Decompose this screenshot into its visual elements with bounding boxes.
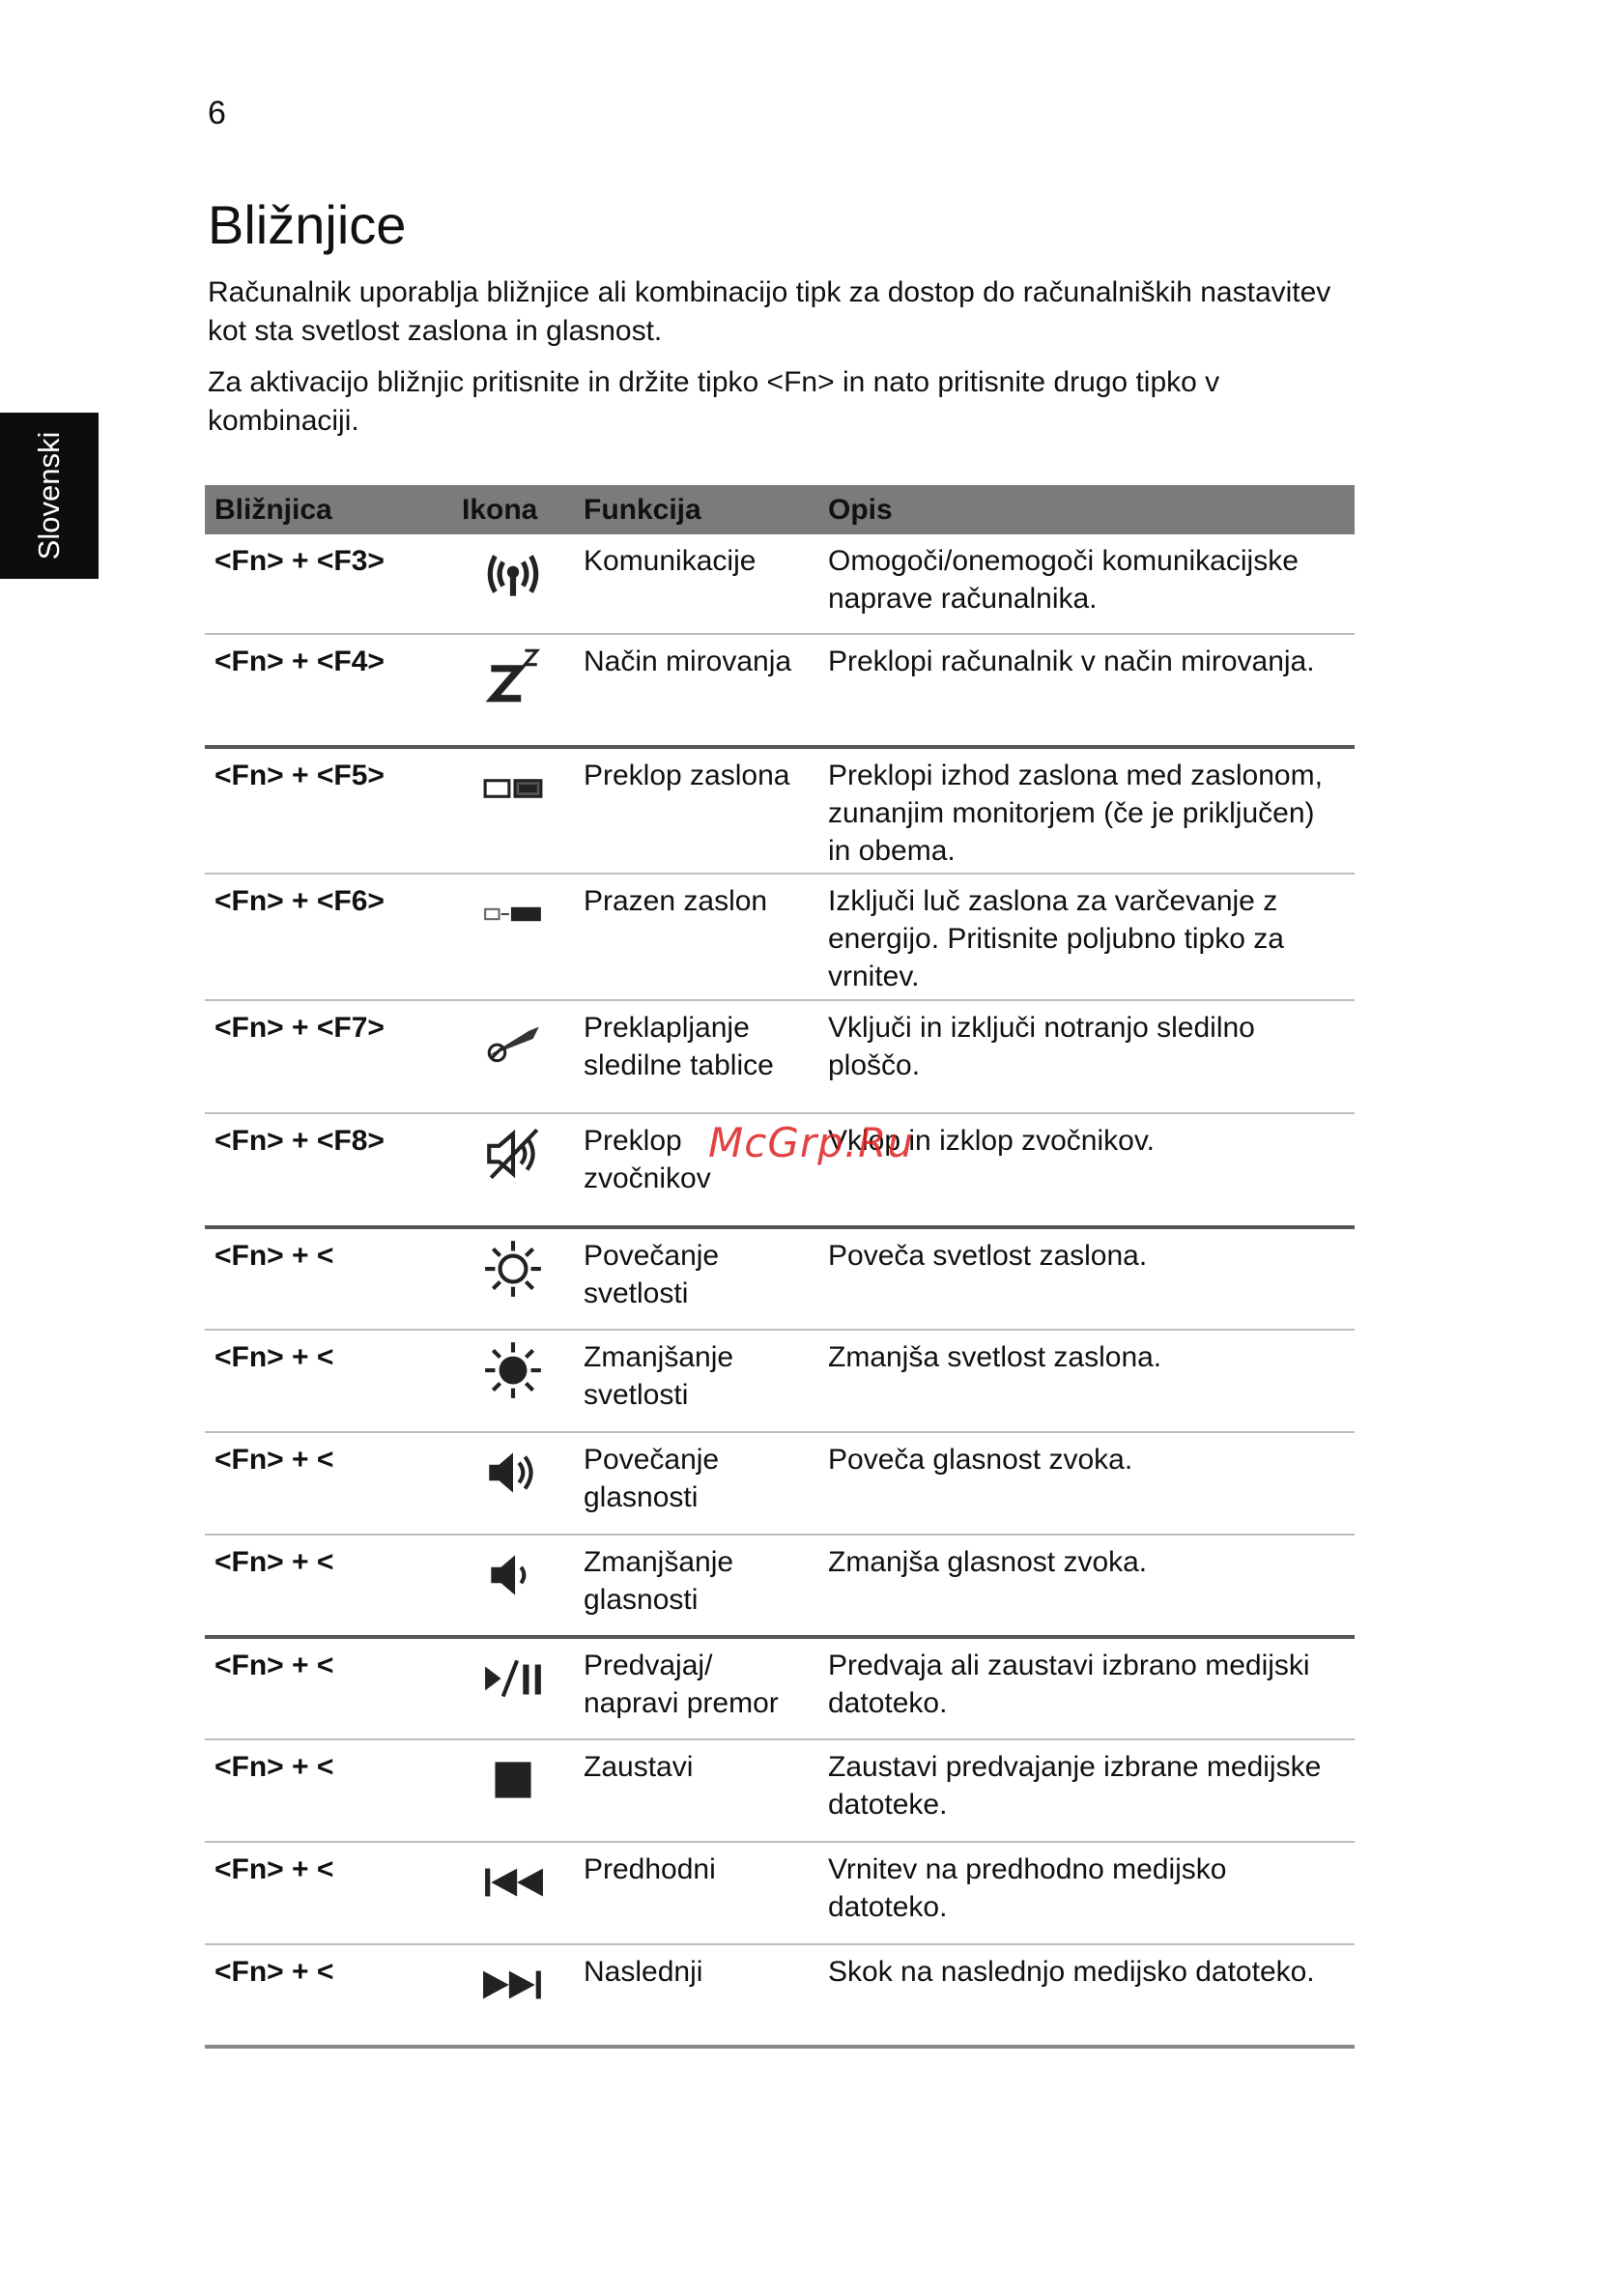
function-description: Zmanjša svetlost zaslona. bbox=[828, 1341, 1162, 1373]
function-description: Preklopi računalnik v način mirovanja. bbox=[828, 646, 1315, 677]
function-name: Zmanjšanje glasnosti bbox=[584, 1546, 734, 1616]
shortcut-table bbox=[205, 485, 1355, 2049]
sleep-zz-icon bbox=[481, 643, 545, 706]
function-description: Preklopi izhod zaslona med zaslonom, zunanjim monitorjem (če je priključen) in obema. bbox=[828, 760, 1323, 867]
table-row bbox=[205, 1432, 1355, 1535]
language-side-tab-label: Slovenski bbox=[32, 431, 66, 560]
function-name: Predvajaj/ napravi premor bbox=[584, 1650, 779, 1719]
header-shortcut: Bližnjica bbox=[205, 485, 452, 534]
brightness-up-icon bbox=[481, 1237, 545, 1301]
function-description: Zmanjša glasnost zvoka. bbox=[828, 1546, 1148, 1578]
function-name: Način mirovanja bbox=[584, 646, 792, 677]
page-title: Bližnjice bbox=[208, 194, 407, 255]
brightness-down-icon bbox=[481, 1338, 545, 1402]
play-pause-icon bbox=[481, 1647, 545, 1710]
previous-track-icon bbox=[481, 1851, 545, 1914]
shortcut-key: <Fn> + <F4> bbox=[214, 646, 385, 677]
shortcut-key: <Fn> + < bbox=[214, 1956, 334, 1988]
table-row bbox=[205, 1637, 1355, 1739]
function-name: Prazen zaslon bbox=[584, 885, 768, 917]
shortcut-key: <Fn> + < bbox=[214, 1546, 334, 1578]
intro-paragraph-1: Računalnik uporablja bližnjice ali kombinacijo tipk za dostop do računalniških nastavitev kot sta svetlost zaslona in glasnost. bbox=[208, 276, 1331, 347]
next-track-icon bbox=[481, 1953, 545, 2017]
intro-paragraph-2: Za aktivacijo bližnjic pritisnite in držite tipko <Fn> in nato pritisnite drugo tipko v kombinaciji. bbox=[208, 366, 1220, 437]
header-description: Opis bbox=[818, 485, 1355, 534]
volume-up-icon bbox=[481, 1441, 545, 1505]
shortcut-key: <Fn> + < bbox=[214, 1853, 334, 1885]
volume-down-icon bbox=[481, 1543, 545, 1607]
table-row bbox=[205, 534, 1355, 634]
function-description: Vklop in izklop zvočnikov. bbox=[828, 1125, 1155, 1157]
function-name: Preklop zvočnikov bbox=[584, 1125, 711, 1194]
function-name: Naslednji bbox=[584, 1956, 703, 1988]
function-name: Zaustavi bbox=[584, 1751, 694, 1783]
function-description: Vrnitev na predhodno medijsko datoteko. bbox=[828, 1853, 1227, 1923]
table-header-row bbox=[205, 485, 1355, 534]
header-function: Funkcija bbox=[574, 485, 818, 534]
function-name: Predhodni bbox=[584, 1853, 716, 1885]
table-row bbox=[205, 874, 1355, 1000]
shortcut-key: <Fn> + <F8> bbox=[214, 1125, 385, 1157]
header-icon: Ikona bbox=[452, 485, 574, 534]
table-row bbox=[205, 1842, 1355, 1944]
table-row bbox=[205, 1000, 1355, 1113]
wireless-communication-icon bbox=[481, 542, 545, 606]
table-row bbox=[205, 1227, 1355, 1330]
shortcut-key: <Fn> + <F5> bbox=[214, 760, 385, 791]
shortcut-key: <Fn> + <F7> bbox=[214, 1012, 385, 1044]
shortcut-key: <Fn> + < bbox=[214, 1751, 334, 1783]
table-row bbox=[205, 1330, 1355, 1432]
touchpad-toggle-icon bbox=[481, 1009, 545, 1073]
table-row bbox=[205, 634, 1355, 747]
function-description: Poveča svetlost zaslona. bbox=[828, 1240, 1148, 1272]
function-description: Zaustavi predvajanje izbrane medijske datoteke. bbox=[828, 1751, 1322, 1821]
shortcut-key: <Fn> + < bbox=[214, 1444, 334, 1476]
shortcut-key: <Fn> + <F3> bbox=[214, 545, 385, 577]
shortcut-key: <Fn> + < bbox=[214, 1240, 334, 1272]
function-description: Vključi in izključi notranjo sledilno ploščo. bbox=[828, 1012, 1255, 1081]
function-name: Povečanje glasnosti bbox=[584, 1444, 720, 1513]
function-name: Preklop zaslona bbox=[584, 760, 790, 791]
table-row bbox=[205, 1944, 1355, 2047]
function-description: Omogoči/onemogoči komunikacijske naprave računalnika. bbox=[828, 545, 1299, 615]
stop-icon bbox=[481, 1748, 545, 1812]
function-name: Zmanjšanje svetlosti bbox=[584, 1341, 734, 1411]
function-name: Preklapljanje sledilne tablice bbox=[584, 1012, 774, 1081]
language-side-tab bbox=[0, 413, 99, 579]
shortcut-key: <Fn> + < bbox=[214, 1650, 334, 1681]
function-description: Predvaja ali zaustavi izbrano medijski datoteko. bbox=[828, 1650, 1310, 1719]
function-name: Komunikacije bbox=[584, 545, 757, 577]
speaker-mute-icon bbox=[481, 1122, 545, 1186]
watermark: McGrp.Ru bbox=[708, 1119, 914, 1166]
shortcut-key: <Fn> + <F6> bbox=[214, 885, 385, 917]
function-description: Izključi luč zaslona za varčevanje z energijo. Pritisnite poljubno tipko za vrnitev. bbox=[828, 885, 1284, 992]
function-description: Poveča glasnost zvoka. bbox=[828, 1444, 1133, 1476]
screen-blank-icon bbox=[481, 882, 545, 946]
display-toggle-icon bbox=[481, 757, 545, 820]
function-description: Skok na naslednjo medijsko datoteko. bbox=[828, 1956, 1315, 1988]
table-row bbox=[205, 1739, 1355, 1842]
shortcut-key: <Fn> + < bbox=[214, 1341, 334, 1373]
table-row bbox=[205, 1535, 1355, 1637]
table-row bbox=[205, 747, 1355, 874]
function-name: Povečanje svetlosti bbox=[584, 1240, 720, 1309]
page-number: 6 bbox=[208, 95, 226, 131]
